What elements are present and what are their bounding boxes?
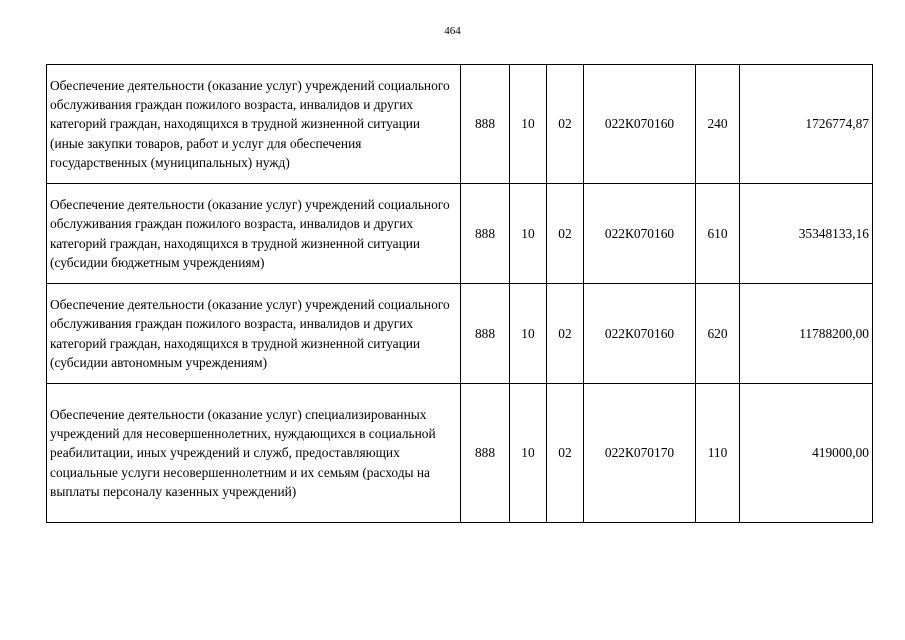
amount: 1726774,87 xyxy=(740,65,873,184)
table-row xyxy=(47,65,873,184)
page-number: 464 xyxy=(444,25,461,37)
target-article-code: 022К070160 xyxy=(584,65,696,184)
ministry-code: 888 xyxy=(461,65,510,184)
table-row xyxy=(47,284,873,384)
budget-table xyxy=(46,64,873,523)
expense-type-code: 620 xyxy=(696,284,740,384)
target-article-code: 022К070160 xyxy=(584,184,696,284)
expense-type-code: 110 xyxy=(696,384,740,523)
target-article-code: 022К070160 xyxy=(584,284,696,384)
ministry-code: 888 xyxy=(461,184,510,284)
table-row xyxy=(47,384,873,523)
amount: 11788200,00 xyxy=(740,284,873,384)
subsection-code: 02 xyxy=(547,384,584,523)
row-description: Обеспечение деятельности (оказание услуг) специализированных учреждений для несовершеннолетних, нуждающихся в социальной реабилитации, иных учреждений и служб, предоставляющих социальные услуги несовершеннолетним и их семьям (расходы на выплаты персоналу казенных учреждений) xyxy=(47,384,461,523)
row-description: Обеспечение деятельности (оказание услуг) учреждений социального обслуживания граждан пожилого возраста, инвалидов и других категорий граждан, находящихся в трудной жизненной ситуации (субсидии автономным учреждениям) xyxy=(47,284,461,384)
subsection-code: 02 xyxy=(547,184,584,284)
subsection-code: 02 xyxy=(547,284,584,384)
section-code: 10 xyxy=(510,384,547,523)
target-article-code: 022К070170 xyxy=(584,384,696,523)
row-description: Обеспечение деятельности (оказание услуг) учреждений социального обслуживания граждан пожилого возраста, инвалидов и других категорий граждан, находящихся в трудной жизненной ситуации (иные закупки товаров, работ и услуг для обеспечения государственных (муниципальных) нужд) xyxy=(47,65,461,184)
ministry-code: 888 xyxy=(461,284,510,384)
expense-type-code: 610 xyxy=(696,184,740,284)
section-code: 10 xyxy=(510,184,547,284)
amount: 35348133,16 xyxy=(740,184,873,284)
expense-type-code: 240 xyxy=(696,65,740,184)
subsection-code: 02 xyxy=(547,65,584,184)
table-row xyxy=(47,184,873,284)
amount: 419000,00 xyxy=(740,384,873,523)
row-description: Обеспечение деятельности (оказание услуг) учреждений социального обслуживания граждан пожилого возраста, инвалидов и других категорий граждан, находящихся в трудной жизненной ситуации (субсидии бюджетным учреждениям) xyxy=(47,184,461,284)
section-code: 10 xyxy=(510,65,547,184)
ministry-code: 888 xyxy=(461,384,510,523)
section-code: 10 xyxy=(510,284,547,384)
